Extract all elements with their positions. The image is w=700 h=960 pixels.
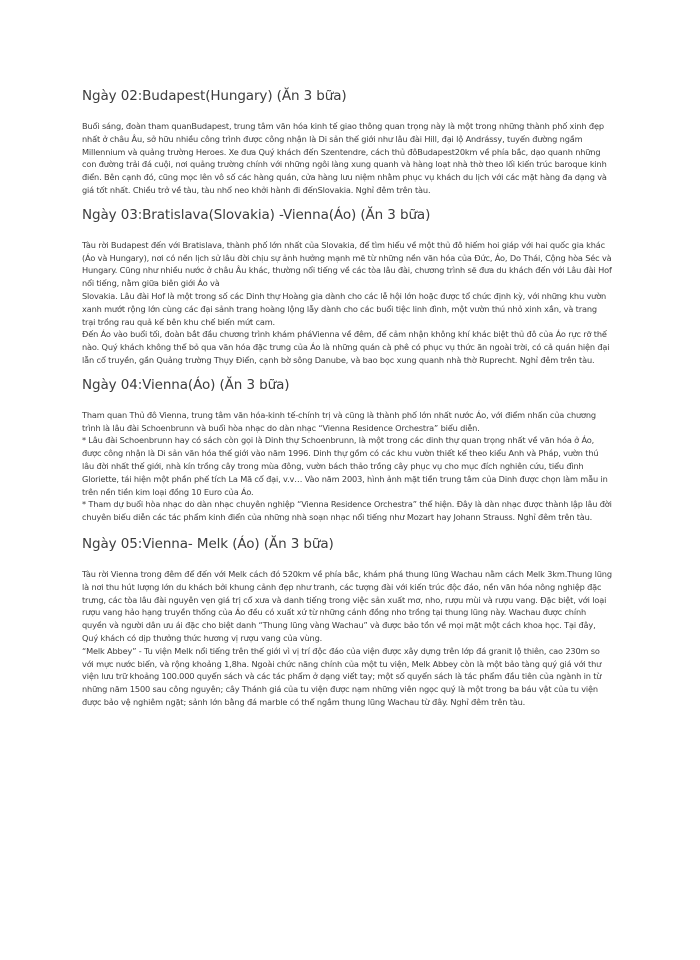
itinerary-document — [82, 88, 612, 709]
day-05-section — [82, 536, 612, 709]
day-04-paragraph-1: Tham quan Thủ đô Vienna, trung tâm văn hóa-kinh tế-chính trị và cũng là thành phố lớn nhất nước Áo, với điểm nhấn của chương trình là lâu đài Schoenbrunn và buổi hòa nhạc do dàn nhạc “Vienna Residence Orchestra” biểu diễn. — [82, 409, 596, 433]
day-03-section — [82, 207, 612, 367]
day-02-heading: Ngày 02:Budapest(Hungary) (Ăn 3 bữa) — [82, 88, 347, 104]
day-04-paragraph-3: * Tham dự buổi hòa nhạc do dàn nhạc chuyên nghiệp “Vienna Residence Orchestra” thể hiện. Đây là dàn nhạc được thành lập lâu đời chuyên biểu diễn các tác phẩm kinh điển của những nhà soạn nhạc nổi tiếng như Mozart hay Johann Strauss. Nghỉ đêm trên tàu. — [82, 499, 612, 523]
day-03-heading: Ngày 03:Bratislava(Slovakia) -Vienna(Áo) (Ăn 3 bữa) — [82, 206, 431, 223]
day-05-paragraph-2: “Melk Abbey” - Tu viện Melk nổi tiếng trên thế giới vì vị trí độc đáo của viện được xây dựng trên lớp đá granit lộ thiên, cao 230m so với mực nước biển, và rộng khoảng 1,8ha. Ngoài chức năng chính của một tu viện, Melk Abbey còn là một bảo tàng quý giá với thư viện lưu trữ khoảng 100.000 quyển sách và các tác phẩm ở dạng viết tay; một số quyển sách là tác phẩm đầu tiên của ngành in từ những năm 1500 sau công nguyên; cây Thánh giá của tu viện được nạm những viên ngọc quý là một trong ba báu vật của tu viện được bảo vệ nghiêm ngặt; sảnh lớn bằng đá marble có thể ngắm thung lũng Wachau từ đây. Nghỉ đêm trên tàu. — [82, 645, 602, 707]
day-03-paragraph-1: Tàu rời Budapest đến với Bratislava, thành phố lớn nhất của Slovakia, để tìm hiểu về một thủ đô hiếm hoi giáp với hai quốc gia khác (Áo và Hungary), nơi có nền lịch sử lâu đời chịu sự ảnh hưởng mạnh mẽ từ những nền văn hóa của Đức, Áo, Do Thái, Cộng hòa Séc và Hungary. Cũng như nhiều nước ở châu Âu khác, thường nổi tiếng về các tòa lâu đài, chương trình sẽ đưa du khách đến với Lâu đài Hof nổi tiếng, nằm giữa biên giới Áo và — [82, 239, 612, 289]
day-04-heading: Ngày 04:Vienna(Áo) (Ăn 3 bữa) — [82, 376, 290, 393]
day-05-heading: Ngày 05:Vienna- Melk (Áo) (Ăn 3 bữa) — [82, 535, 334, 552]
day-05-paragraph-1: Tàu rời Vienna trong đêm để đến với Melk cách đó 520km về phía bắc, khám phá thung lũng Wachau nằm cách Melk 3km.Thung lũng là nơi thu hút lượng lớn du khách bởi khung cảnh đẹp như tranh, các tượng đài với kiến trúc độc đáo, nền văn hóa nông nghiệp đặc trưng, các tòa lâu đài nguyên vẹn giá trị cổ xưa và danh tiếng trong việc sản xuất mơ, nho, rượu mùi và rượu vang. Đặc biệt, với loại rượu vang hảo hạng truyền thống của Áo đều có xuất xứ từ những cánh đồng nho trồng tại thung lũng này. Wachau được chính quyền và người dân ưu ái đặc cho biệt danh “Thung lũng vàng Wachau” và được bảo tồn về mọi mặt một cách khoa học. Tại đây, Quý khách có dịp thưởng thức hương vị rượu vang của vùng. — [82, 568, 612, 643]
day-03-paragraph-2: Slovakia. Lâu đài Hof là một trong số các Dinh thự Hoàng gia dành cho các lễ hội lớn hoặc được tổ chức định kỳ, với những khu vườn xanh mướt rộng lớn cùng các đại sảnh trang hoàng lộng lẫy dành cho các buổi tiệc linh đình, một vườn thú nhỏ xinh xắn, và trang trại trồng rau quả kế bên khu chế biến mứt cam. — [82, 290, 607, 327]
day-02-paragraph-1: Buổi sáng, đoàn tham quanBudapest, trung tâm văn hóa kinh tế giao thông quan trọng này là một trong những thành phố xinh đẹp nhất ở châu Âu, sở hữu nhiều công trình được công nhận là Di sản thế giới như lâu đài Hill, đại lộ Andrássy, tuyến đường ngầm Millennium và quảng trường Heroes. Xe đưa Quý khách đến Szentendre, cách thủ đôBudapest20km về phía bắc, dạo quanh những con đường trải đá cuội, nơi quảng trường chính với những ngôi làng xung quanh và hàng loạt nhà thờ theo lối kiến trúc baroque kinh điển. Bên cạnh đó, cũng mọc lên vô số các hàng quán, cửa hàng lưu niệm nhằm phục vụ khách du lịch với các mặt hàng đa dạng và giá tốt nhất. Chiều trở về tàu, tàu nhổ neo khởi hành đi đếnSlovakia. Nghỉ đêm trên tàu. — [82, 121, 607, 195]
day-04-section — [82, 377, 612, 524]
day-03-paragraph-3: Đến Áo vào buổi tối, đoàn bắt đầu chương trình khám pháVienna về đêm, để cảm nhận không khí khác biệt thủ đô của Áo rực rỡ thế nào. Quý khách không thể bỏ qua văn hóa đặc trưng của Áo là những quán cà phê có phục vụ thức ăn ngoài trời, có cả quán hiện đại lẫn cổ truyền, gần Quảng trường Thụy Điển, cạnh bờ sông Danube, và bao bọc xung quanh nhà thờ Ruprecht. Nghỉ đêm trên tàu. — [82, 329, 610, 365]
day-02-section — [82, 88, 612, 197]
day-04-paragraph-2: * Lâu đài Schoenbrunn hay có sách còn gọi là Dinh thự Schoenbrunn, là một trong các dinh thự quan trọng nhất về văn hóa ở Áo, được công nhận là Di sản văn hóa thế giới vào năm 1996. Dinh thự gồm có các khu vườn thiết kế theo kiểu Anh và Pháp, vườn thú lâu đời nhất thế giới, nhà kín trồng cây trong mùa đông, vườn bách thảo trồng cây phục vụ cho mục đích nghiên cứu, tiểu đình Gloriette, tái hiện một phần phế tích La Mã cổ đại, v.v… Vào năm 2003, hình ảnh mặt tiền trung tâm của Dinh được chọn làm mẫu in trên nền tiền kim loại đồng 10 Euro của Áo. — [82, 435, 608, 497]
